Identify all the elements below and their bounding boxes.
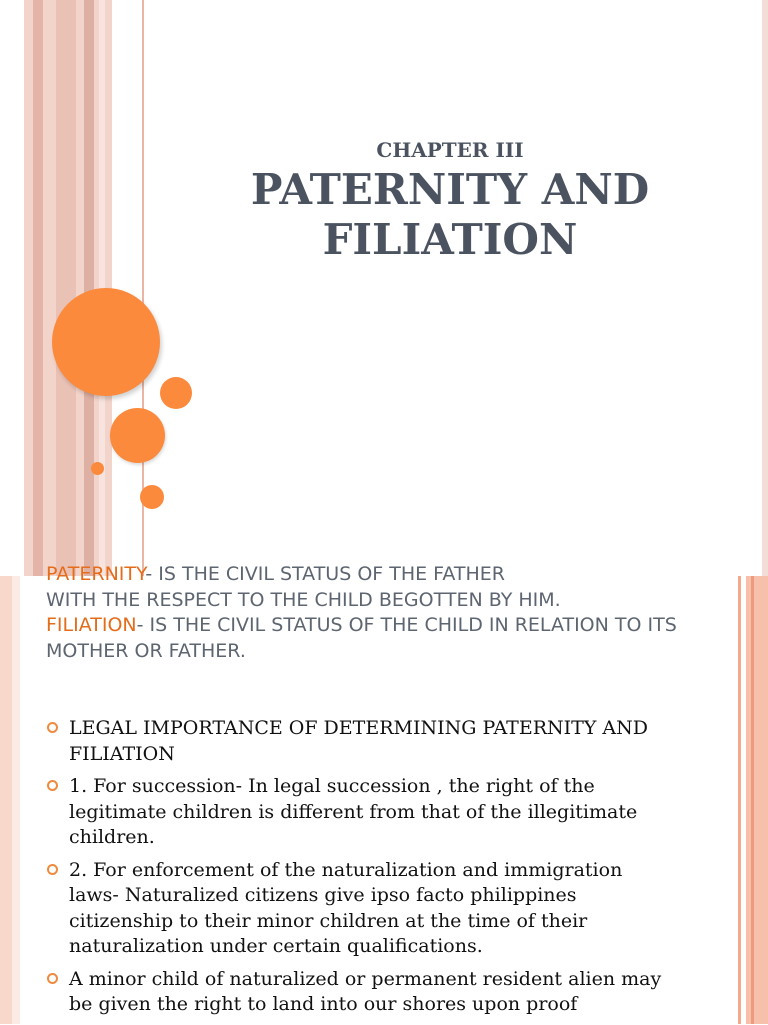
bullet-circle-icon xyxy=(47,864,58,875)
decor-circle-large xyxy=(52,288,160,396)
decor-circle-small xyxy=(160,377,192,409)
decor-circle-small xyxy=(140,485,164,509)
decor-band xyxy=(0,576,12,1024)
term-paternity: PATERNITY xyxy=(46,563,146,585)
definition-text: - IS THE CIVIL STATUS OF THE FATHER xyxy=(145,563,505,585)
list-item xyxy=(46,716,676,767)
list-item-text: LEGAL IMPORTANCE OF DETERMINING PATERNITY AND FILIATION xyxy=(69,717,648,765)
decor-stripe xyxy=(33,0,43,576)
slide-title-line: PATERNITY AND xyxy=(250,165,650,214)
decor-stripe xyxy=(738,576,741,1024)
list-item xyxy=(46,774,676,851)
decor-stripe xyxy=(746,576,768,1024)
slide-title-line: FILIATION xyxy=(322,215,578,264)
slide-title xyxy=(230,165,670,265)
decor-stripe xyxy=(56,0,76,576)
list-item-text: 2. For enforcement of the naturalization and immigration laws- Naturalized citizens give ipso facto philippines citizenship to their minor children at the time of their naturalization under certain qualifications. xyxy=(69,858,623,957)
bullet-circle-icon xyxy=(47,780,58,791)
list-item-text: 1. For succession- In legal succession , the right of the legitimate children is different from that of the illegitimate children. xyxy=(69,775,638,848)
decor-band xyxy=(12,576,20,1024)
definitions xyxy=(46,563,726,664)
chapter-label: CHAPTER III xyxy=(376,138,524,162)
bullet-circle-icon xyxy=(47,722,58,733)
list-item xyxy=(46,967,676,1018)
decor-edge xyxy=(762,0,768,576)
term-filiation: FILIATION xyxy=(46,614,137,636)
list-item xyxy=(46,858,676,960)
decor-circle-tiny xyxy=(91,462,104,475)
decor-stripe xyxy=(751,576,754,1024)
definition-text: WITH THE RESPECT TO THE CHILD BEGOTTEN BY HIM. xyxy=(46,588,561,611)
definition-text: - IS THE CIVIL STATUS OF THE CHILD IN RELATION TO ITS MOTHER OR FATHER. xyxy=(46,614,677,662)
list-item-text: A minor child of naturalized or permanent resident alien may be given the right to land into our shores upon proof xyxy=(69,967,662,1015)
bullet-list xyxy=(46,716,676,1025)
bullet-circle-icon xyxy=(47,973,58,984)
decor-circle-medium xyxy=(110,408,165,463)
decor-stripe xyxy=(84,0,94,576)
content-slide xyxy=(0,563,768,1024)
definition-paternity-head xyxy=(46,562,726,588)
definition-filiation xyxy=(46,613,726,664)
